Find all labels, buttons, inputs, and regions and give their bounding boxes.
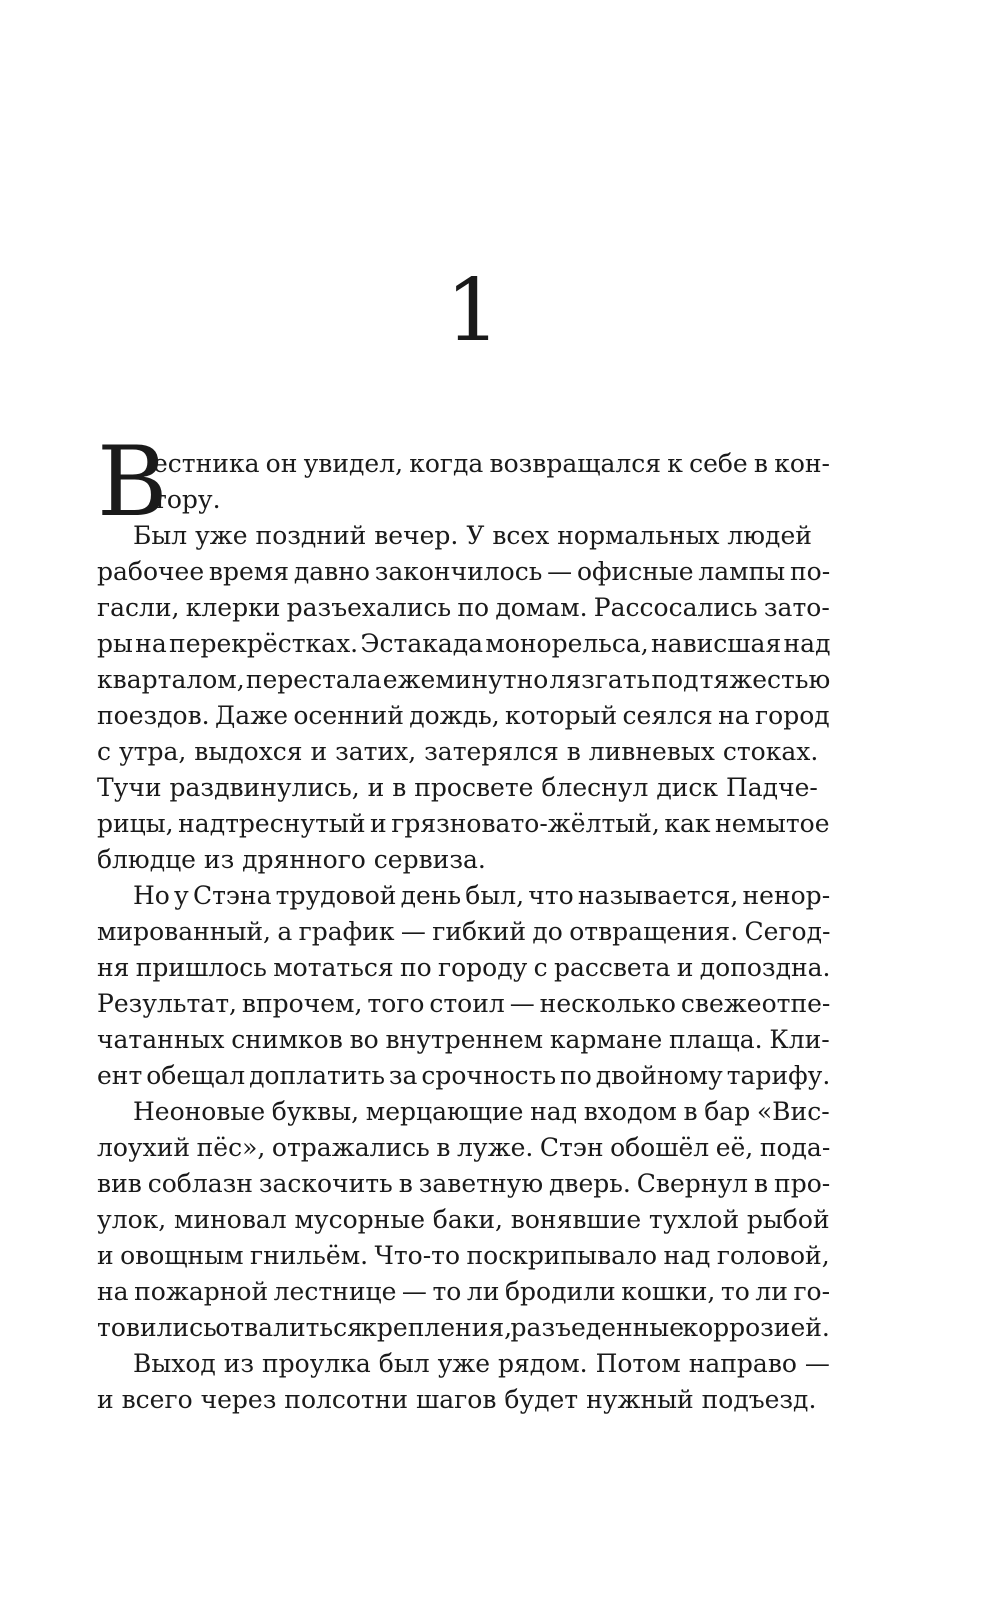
text-line: товились отвалиться крепления, разъеденные коррозией.	[97, 1313, 830, 1342]
text-line: лоухий пёс», отражались в луже. Стэн обошёл её, пода-	[97, 1133, 831, 1162]
text-line: ры на перекрёстках. Эстакада монорельса, нависшая над	[97, 629, 831, 658]
text-line: кварталом, перестала ежеминутно лязгать под тяжестью	[97, 665, 831, 694]
text-line: рицы, надтреснутый и грязновато-жёлтый, как немытое	[97, 809, 830, 838]
text-line: и всего через полсотни шагов будет нужный подъезд.	[97, 1385, 817, 1414]
text-line: гасли, клерки разъехались по домам. Рассосались зато-	[97, 593, 830, 622]
text-line: ня пришлось мотаться по городу с рассвета и допоздна.	[97, 953, 831, 982]
chapter-number: 1	[445, 261, 501, 361]
text-line: улок, миновал мусорные баки, вонявшие тухлой рыбой	[97, 1205, 830, 1234]
text-line: Выход из проулка был уже рядом. Потом направо —	[133, 1349, 830, 1378]
text-line: поездов. Даже осенний дождь, который сеялся на город	[97, 701, 830, 730]
text-line: ент обещал доплатить за срочность по двойному тарифу.	[97, 1061, 831, 1090]
text-line: чатанных снимков во внутреннем кармане плаща. Кли-	[97, 1025, 830, 1054]
text-line: мированный, а график — гибкий до отвращения. Сегод-	[97, 917, 831, 946]
text-line: вив соблазн заскочить в заветную дверь. Свернул в про-	[97, 1169, 831, 1198]
text-line: тору.	[153, 485, 221, 514]
text-line: Результат, впрочем, того стоил — несколько свежеотпе-	[97, 989, 831, 1018]
text-line: на пожарной лестнице — то ли бродили кошки, то ли го-	[97, 1277, 831, 1306]
text-line: Неоновые буквы, мерцающие над входом в бар «Вис-	[133, 1097, 830, 1126]
text-line: с утра, выдохся и затих, затерялся в ливневых стоках.	[97, 737, 819, 766]
drop-cap: В	[97, 426, 168, 538]
text-line: Тучи раздвинулись, и в просвете блеснул диск Падче-	[97, 773, 818, 802]
text-line: и овощным гнильём. Что-то поскрипывало над головой,	[97, 1241, 830, 1270]
text-line: рабочее время давно закончилось — офисные лампы по-	[97, 557, 831, 586]
text-line: естника он увидел, когда возвращался к себе в кон-	[153, 449, 830, 478]
text-line: Был уже поздний вечер. У всех нормальных людей	[133, 521, 812, 550]
text-line: блюдце из дрянного сервиза.	[97, 845, 486, 874]
text-line: Но у Стэна трудовой день был, что называется, ненор-	[133, 881, 831, 910]
